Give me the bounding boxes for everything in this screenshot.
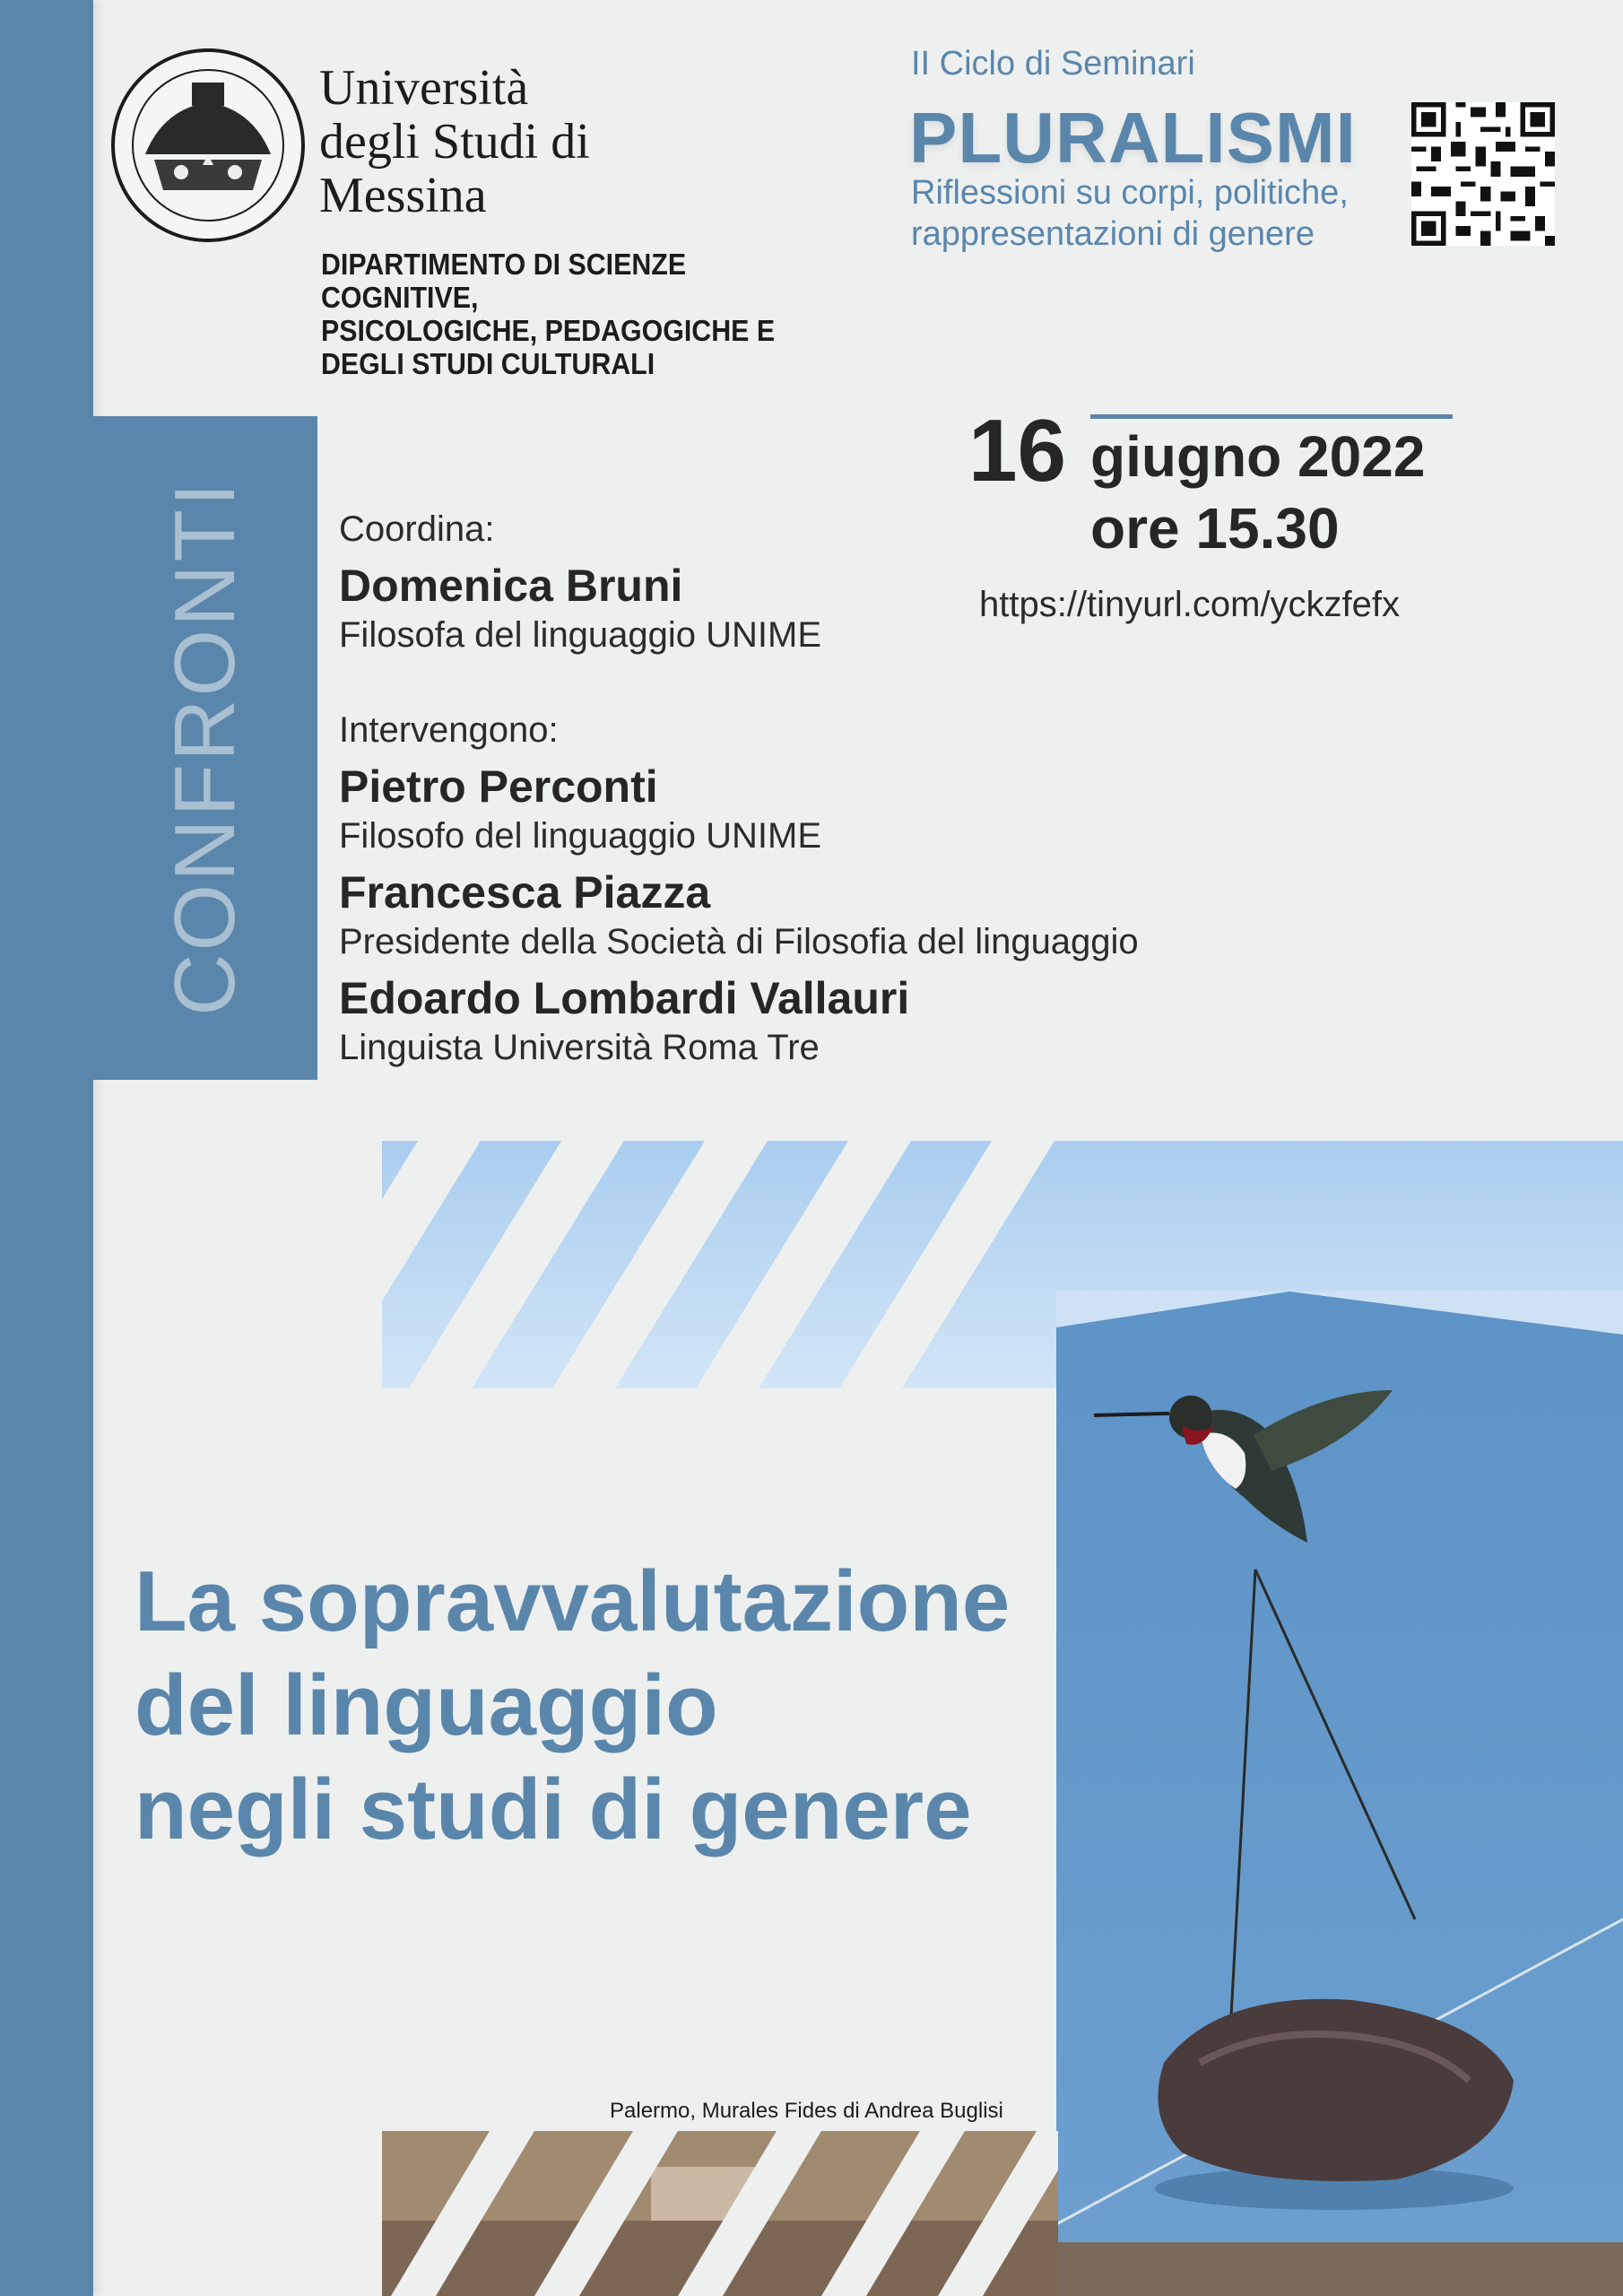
speaker-role: Linguista Università Roma Tre bbox=[339, 1028, 820, 1067]
university-name-line: degli Studi di bbox=[319, 114, 590, 170]
department-name bbox=[321, 248, 849, 380]
left-accent-bar bbox=[0, 0, 93, 2296]
department-line: DEGLI STUDI CULTURALI bbox=[321, 347, 655, 380]
speaker-name: Edoardo Lombardi Vallauri bbox=[339, 973, 910, 1023]
buildings-stripes-banner bbox=[382, 2131, 1058, 2296]
series-subtitle bbox=[911, 172, 1413, 255]
event-day: 16 bbox=[968, 401, 1067, 500]
speaker-role: Presidente della Società di Filosofia del linguaggio bbox=[339, 922, 1139, 961]
university-name-line: Università bbox=[319, 60, 529, 116]
event-title-line: del linguaggio bbox=[135, 1657, 718, 1753]
confronti-label-wrapper bbox=[93, 416, 317, 1080]
university-name-line: Messina bbox=[319, 168, 487, 223]
speaker-role: Filosofo del linguaggio UNIME bbox=[339, 816, 822, 856]
photo-caption: Palermo, Murales Fides di Andrea Buglisi bbox=[610, 2099, 1003, 2123]
university-seal-logo bbox=[109, 47, 307, 244]
date-divider bbox=[1090, 414, 1453, 419]
event-link[interactable]: https://tinyurl.com/yckzfefx bbox=[979, 585, 1401, 624]
department-line: PSICOLOGICHE, PEDAGOGICHE E bbox=[321, 314, 776, 347]
event-month-year: giugno 2022 bbox=[1090, 424, 1426, 489]
speaker-name: Pietro Perconti bbox=[339, 761, 658, 812]
event-time: ore 15.30 bbox=[1090, 496, 1340, 561]
coordinator-label: Coordina: bbox=[339, 509, 495, 549]
coordinator-name: Domenica Bruni bbox=[339, 561, 683, 611]
coordinator-role: Filosofa del linguaggio UNIME bbox=[339, 615, 822, 655]
series-subtitle-line: rappresentazioni di genere bbox=[911, 215, 1315, 253]
event-title bbox=[135, 1550, 1067, 1862]
series-title: PLURALISMI bbox=[909, 98, 1357, 178]
confronti-label: CONFRONTI bbox=[157, 480, 254, 1016]
series-label: II Ciclo di Seminari bbox=[911, 45, 1195, 83]
event-title-line: negli studi di genere bbox=[135, 1761, 972, 1857]
speaker-name: Francesca Piazza bbox=[339, 867, 711, 918]
series-subtitle-line: Riflessioni su corpi, politiche, bbox=[911, 174, 1349, 212]
department-line: DIPARTIMENTO DI SCIENZE COGNITIVE, bbox=[321, 248, 687, 314]
mural-photo bbox=[1056, 1292, 1623, 2296]
qr-code-icon[interactable] bbox=[1411, 102, 1555, 246]
university-name bbox=[319, 61, 821, 222]
speakers-label: Intervengono: bbox=[339, 710, 559, 750]
event-title-line: La sopravvalutazione bbox=[135, 1553, 1011, 1649]
